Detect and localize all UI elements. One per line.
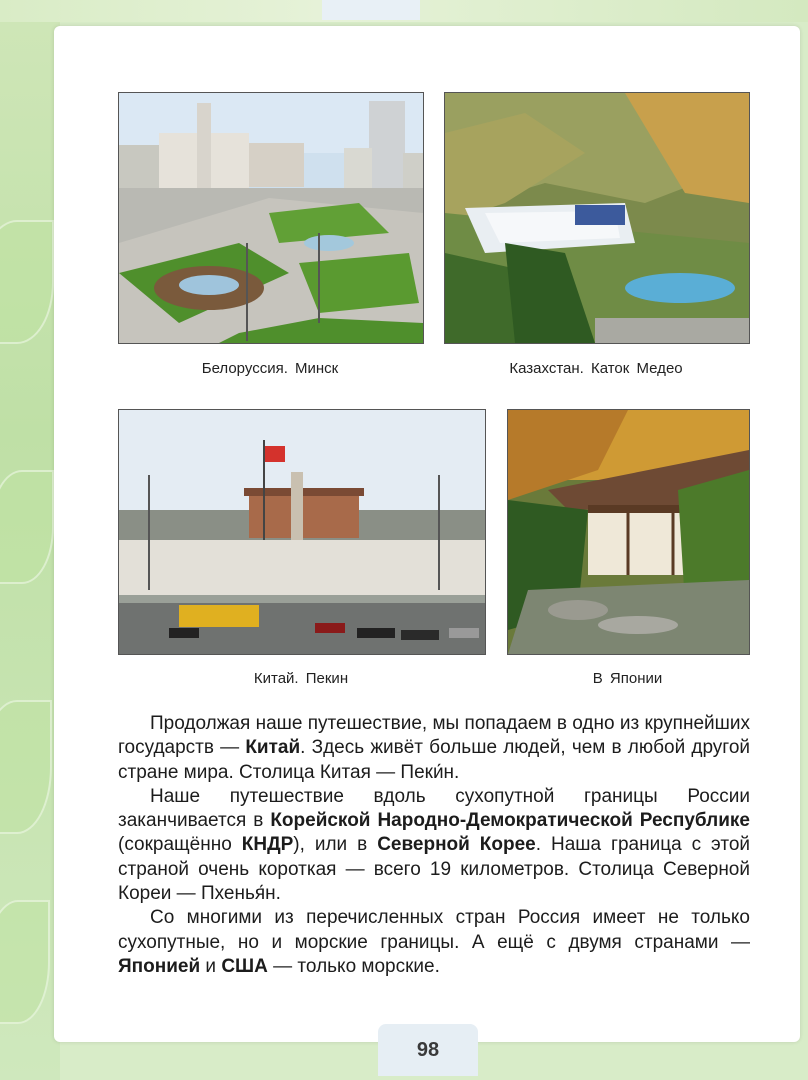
page-number: 98 bbox=[378, 1024, 478, 1076]
photo-beijing bbox=[118, 409, 486, 655]
caption-minsk: Белоруссия. Минск bbox=[201, 360, 339, 377]
caption-beijing: Китай. Пекин bbox=[253, 670, 349, 687]
term-dprk: КНДР bbox=[241, 834, 294, 856]
term-china: Китай bbox=[245, 737, 301, 759]
photo-japan bbox=[507, 409, 750, 655]
paragraph-sea-borders: Со многими из перечисленных стран Россия имеет не только сухопутные, но и морские границы. А ещё с двумя странами — Японией и США — только морские. bbox=[118, 907, 750, 977]
term-japan: Японией bbox=[118, 955, 201, 977]
body-text bbox=[118, 712, 750, 979]
term-usa: США bbox=[221, 955, 268, 977]
term-north-korea: Северной Корее bbox=[377, 834, 536, 856]
top-tab bbox=[322, 0, 420, 20]
term-dprk-full: Корейской Народно-Демократической Республике bbox=[270, 810, 750, 832]
caption-medeo: Казахстан. Каток Медео bbox=[509, 360, 683, 377]
caption-japan: В Японии bbox=[592, 670, 663, 687]
photo-minsk bbox=[118, 92, 424, 344]
paragraph-china: Продолжая наше путешествие, мы попадаем в одно из крупнейших государств — Китай. Здесь живёт больше людей, чем в любой другой стране мира. Столица Китая — Пеки́н. bbox=[118, 713, 751, 783]
paragraph-korea: Наше путешествие вдоль сухопутной границы России заканчивается в Корейской Народно-Демократической Республике (сокращённо КНДР), или в Северной Корее. Наша граница с этой страной очень короткая — всего 19 километров. Столица Северной Кореи — Пхенья́н. bbox=[118, 785, 751, 905]
photo-medeo bbox=[444, 92, 750, 344]
